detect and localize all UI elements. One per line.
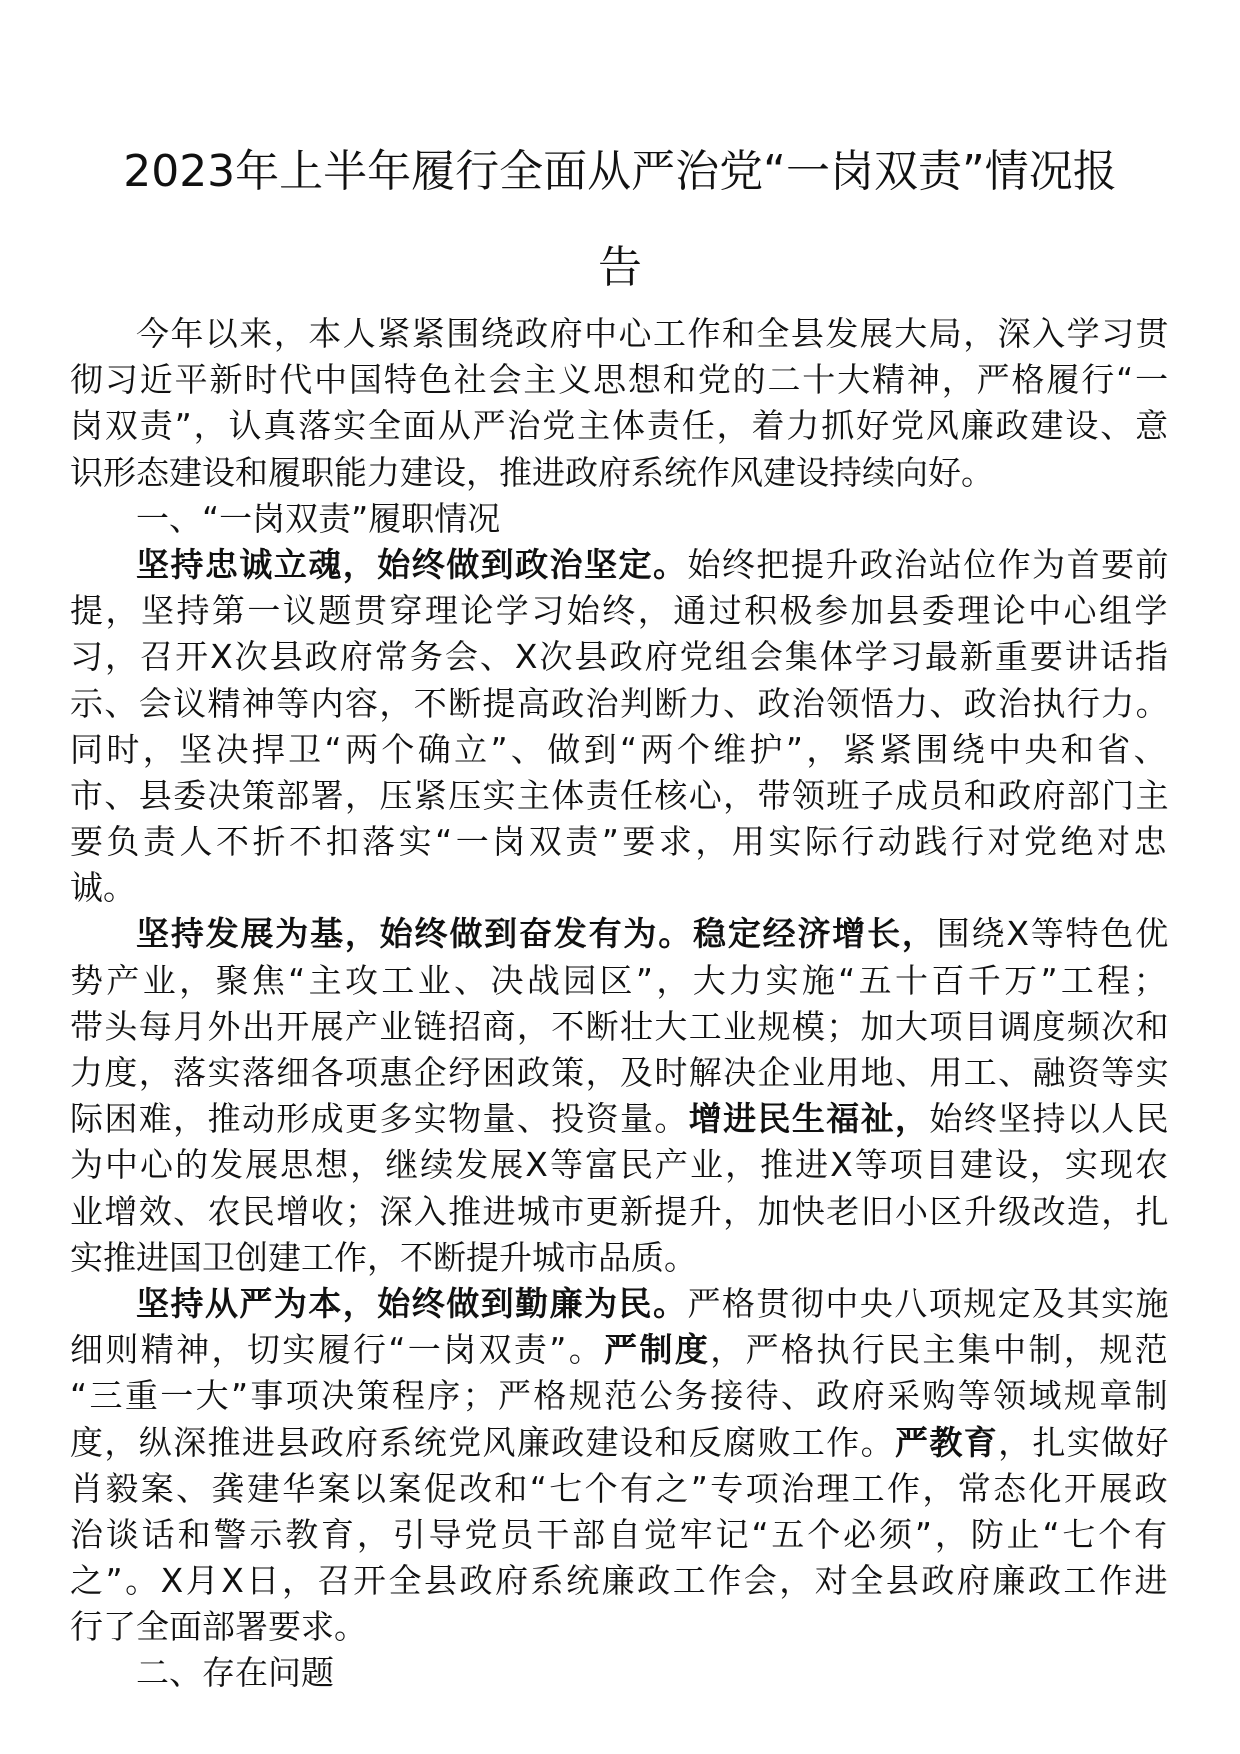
text-line (70, 588, 1170, 634)
text-line (70, 496, 1170, 542)
text-line (70, 819, 1170, 865)
bold-run: 严教育 (895, 1422, 999, 1462)
text-line (70, 542, 1170, 588)
text-run: 严格贯彻中央八项规定及其实施 (687, 1283, 1170, 1323)
text-line (70, 1096, 1170, 1142)
text-run: 要负责人不折不扣落实“一岗双责”要求，用实际行动践行对党绝对忠 (70, 822, 1170, 862)
text-line (70, 1420, 1170, 1466)
text-run: 细则精神，切实履行“一岗双责”。 (70, 1330, 605, 1370)
text-run: 之”。X月X日，召开全县政府系统廉政工作会，对全县政府廉政工作进 (70, 1561, 1170, 1601)
text-run: 肖毅案、龚建华案以案促改和“七个有之”专项治理工作，常态化开展政 (70, 1468, 1170, 1508)
text-line (70, 773, 1170, 819)
text-line (70, 403, 1170, 449)
text-run: 一、“一岗双责”履职情况 (136, 498, 501, 538)
text-line (70, 1189, 1170, 1235)
text-line (70, 1604, 1170, 1650)
text-run: 行了全面部署要求。 (70, 1607, 367, 1647)
text-line (70, 634, 1170, 680)
text-run: 势产业，聚焦“主攻工业、决战园区”，大力实施“五十百千万”工程； (70, 960, 1170, 1000)
text-run: 业增效、农民增收；深入推进城市更新提升，加快老旧小区升级改造，扎 (70, 1191, 1170, 1231)
text-line (70, 1512, 1170, 1558)
text-run: 示、会议精神等内容，不断提高政治判断力、政治领悟力、政治执行力。 (70, 683, 1170, 723)
text-run: 始终坚持以人民 (929, 1099, 1170, 1139)
text-line (70, 958, 1170, 1004)
text-run: 二、存在问题 (136, 1653, 334, 1693)
text-run: 实推进国卫创建工作，不断提升城市品质。 (70, 1237, 697, 1277)
text-run: 治谈话和警示教育，引导党员干部自觉牢记“五个必须”，防止“七个有 (70, 1514, 1170, 1554)
text-run: “三重一大”事项决策程序；严格规范公务接待、政府采购等领域规章制 (70, 1376, 1170, 1416)
text-line (70, 1050, 1170, 1096)
text-line (70, 1558, 1170, 1604)
text-run: 始终把提升政治站位作为首要前 (687, 544, 1170, 584)
text-run: 同时，坚决捍卫“两个确立”、做到“两个维护”，紧紧围绕中央和省、 (70, 729, 1170, 769)
text-run: 带头每月外出开展产业链招商，不断壮大工业规模；加大项目调度频次和 (70, 1006, 1170, 1046)
text-run: 识形态建设和履职能力建设，推进政府系统作风建设持续向好。 (70, 452, 994, 492)
text-run: 岗双责”，认真落实全面从严治党主体责任，着力抓好党风廉政建设、意 (70, 406, 1170, 446)
text-line (70, 911, 1170, 957)
title-line-1: 2023年上半年履行全面从严治党“一岗双责”情况报 (123, 146, 1117, 198)
text-line (70, 1327, 1170, 1373)
document-title (70, 124, 1170, 316)
document-body (70, 311, 1170, 1697)
text-run: ，严格执行民主集中制，规范 (710, 1330, 1170, 1370)
bold-run: 增进民生福祉， (688, 1099, 930, 1139)
text-run: 市、县委决策部署，压紧压实主体责任核心，带领班子成员和政府部门主 (70, 775, 1170, 815)
text-line (70, 357, 1170, 403)
text-run: 为中心的发展思想，继续发展X等富民产业，推进X等项目建设，实现农 (70, 1145, 1170, 1185)
text-run: 提，坚持第一议题贯穿理论学习始终，通过积极参加县委理论中心组学 (70, 591, 1170, 631)
text-run: 诚。 (70, 868, 136, 908)
text-run: 力度，落实落细各项惠企纾困政策，及时解决企业用地、用工、融资等实 (70, 1053, 1170, 1092)
text-line (70, 727, 1170, 773)
bold-run: 坚持发展为基，始终做到奋发有为。稳定经济增长， (136, 914, 937, 954)
text-line (70, 1281, 1170, 1327)
bold-run: 严制度 (604, 1330, 711, 1370)
text-line (70, 1004, 1170, 1050)
text-line (70, 1373, 1170, 1419)
text-run: 围绕X等特色优 (936, 914, 1170, 954)
title-line-2: 告 (598, 242, 642, 294)
bold-run: 坚持忠诚立魂，始终做到政治坚定。 (136, 544, 688, 584)
text-line (70, 1650, 1170, 1696)
text-run: 际困难，推动形成更多实物量、投资量。 (70, 1099, 689, 1139)
text-line (70, 1142, 1170, 1188)
text-line (70, 450, 1170, 496)
text-line (70, 1466, 1170, 1512)
text-run: 度，纵深推进县政府系统党风廉政建设和反腐败工作。 (70, 1422, 895, 1462)
text-line (70, 681, 1170, 727)
text-run: 今年以来，本人紧紧围绕政府中心工作和全县发展大局，深入学习贯 (136, 314, 1170, 353)
text-run: ，扎实做好 (998, 1422, 1170, 1462)
text-line (70, 1235, 1170, 1281)
text-line (70, 865, 1170, 911)
text-line (70, 311, 1170, 357)
bold-run: 坚持从严为本，始终做到勤廉为民。 (136, 1283, 688, 1323)
text-run: 习，召开X次县政府常务会、X次县政府党组会集体学习最新重要讲话指 (70, 637, 1170, 677)
text-run: 彻习近平新时代中国特色社会主义思想和党的二十大精神，严格履行“一 (70, 360, 1170, 400)
